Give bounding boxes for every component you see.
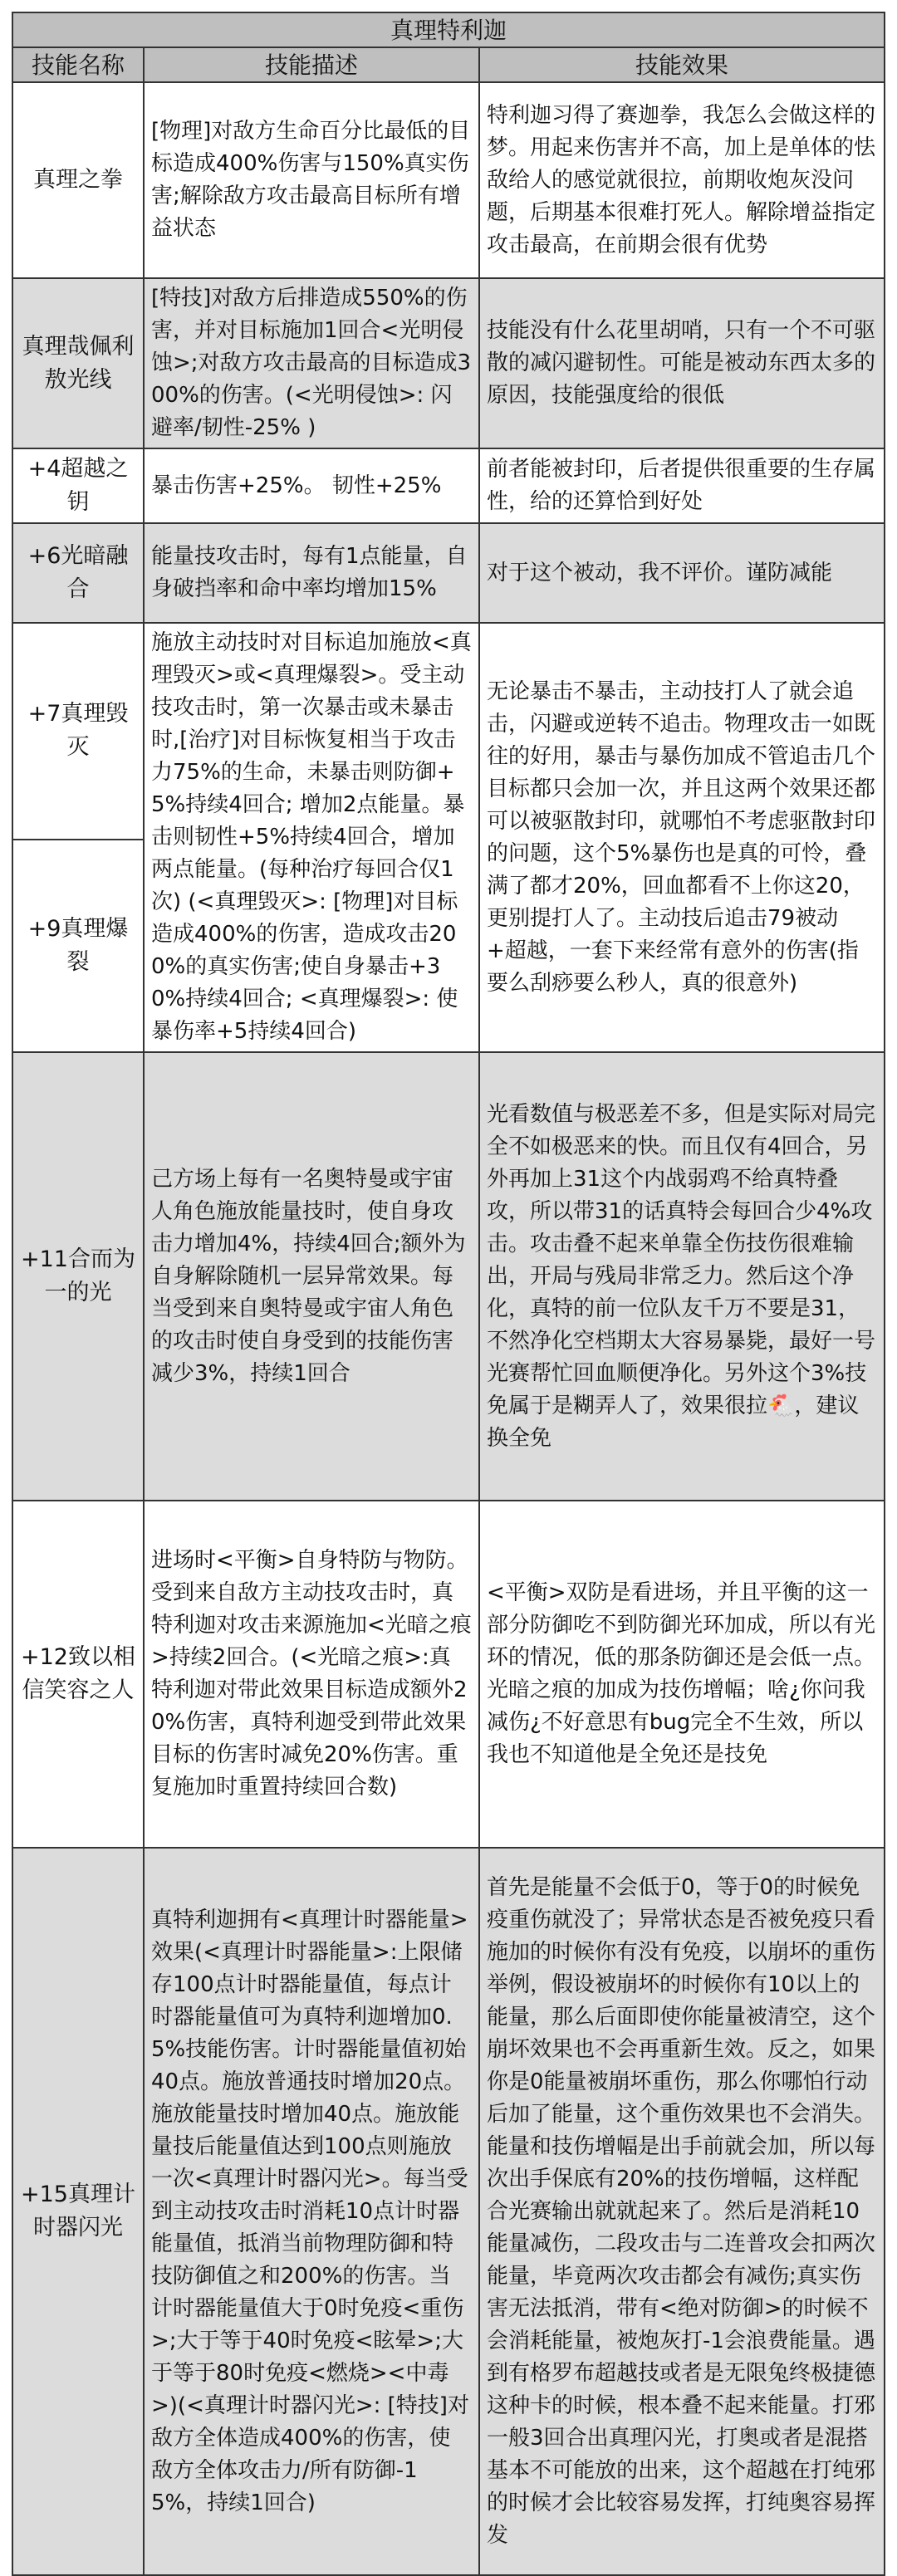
skill-name: 真理哉佩利敖光线 (12, 278, 144, 448)
table-row (12, 523, 885, 623)
table-row (12, 278, 885, 448)
skill-desc: [特技]对敌方后排造成550%的伤害，并对目标施加1回合<光明侵蚀>;对敌方攻击最高的目标造成300%的伤害。(<光明侵蚀>: 闪避率/韧性-25% ) (144, 278, 479, 448)
skill-effect: 无论暴击不暴击，主动技打人了就会追击，闪避或逆转不追击。物理攻击一如既往的好用，暴击与暴伤加成不管追击几个目标都只会加一次，并且这两个效果还都可以被驱散封印，就哪怕不考虑驱散封印的问题，这个5%暴伤也是真的可怜，叠满了都才20%，回血都看不上你这20，更别提打人了。主动技后追击79被动+超越，一套下来经常有意外的伤害(指要么刮痧要么秒人，真的很意外) (479, 623, 885, 1052)
skill-name-secondary: +9真理爆裂 (12, 840, 144, 1052)
skill-table-sheet (12, 12, 884, 2558)
skill-effect: 技能没有什么花里胡哨，只有一个不可驱散的减闪避韧性。可能是被动东西太多的原因，技能强度给的很低 (479, 278, 885, 448)
skill-name: +7真理毁灭 (12, 623, 144, 840)
table-row (12, 1848, 885, 2575)
skill-effect: 前者能被封印，后者提供很重要的生存属性，给的还算恰到好处 (479, 448, 885, 523)
header-skill-desc: 技能描述 (144, 47, 479, 82)
skill-desc: 施放主动技时对目标追加施放<真理毁灭>或<真理爆裂>。受主动技攻击时，第一次暴击或未暴击时,[治疗]对目标恢复相当于攻击力75%的生命，未暴击则防御+5%持续4回合; 增加2点能量。暴击则韧性+5%持续4回合，增加两点能量。(每种治疗每回合仅1次) (<真理毁灭>: [物理]对目标造成400%的伤害，造成攻击200%的真实伤害;使自身暴击+30%持续4回合; <真理爆裂>: 使暴伤率+5持续4回合) (144, 623, 479, 1052)
skill-effect: <平衡>双防是看进场，并且平衡的这一部分防御吃不到防御光环加成，所以有光环的情况，低的那条防御还是会低一点。光暗之痕的加成为技伤增幅；啥¿你问我减伤¿不好意思有bug完全不生效，所以我也不知道他是全免还是技免 (479, 1501, 885, 1848)
table-row (12, 1052, 885, 1501)
skill-desc: 能量技攻击时，每有1点能量，自身破挡率和命中率均增加15% (144, 523, 479, 623)
table-title-row (12, 12, 885, 47)
skill-table (12, 12, 885, 2576)
table-row (12, 82, 885, 278)
skill-name: +12致以相信笑容之人 (12, 1501, 144, 1848)
header-skill-effect: 技能效果 (479, 47, 885, 82)
skill-effect: 特利迦习得了赛迦拳，我怎么会做这样的梦。用起来伤害并不高，加上是单体的怯敌给人的感觉就很拉，前期收炮灰没问题，后期基本很难打死人。解除增益指定攻击最高，在前期会很有优势 (479, 82, 885, 278)
skill-effect: 首先是能量不会低于0，等于0的时候免疫重伤就没了；异常状态是否被免疫只看施加的时候你有没有免疫，以崩坏的重伤举例，假设被崩坏的时候你有10以上的能量，那么后面即使你能量被清空，这个崩坏效果也不会再重新生效。反之，如果你是0能量被崩坏重伤，那么你哪怕行动后加了能量，这个重伤效果也不会消失。能量和技伤增幅是出手前就会加，所以每次出手保底有20%的技伤增幅，这样配合光赛输出就就起来了。然后是消耗10能量减伤，二段攻击与二连普攻会扣两次能量，毕竟两次攻击都会有减伤;真实伤害无法抵消，带有<绝对防御>的时候不会消耗能量，被炮灰打-1会浪费能量。遇到有格罗布超越技或者是无限兔终极捷德这种卡的时候，根本叠不起来能量。打邪一般3回合出真理闪光，打奥或者是混搭基本不可能放的出来，这个超越在打纯邪的时候才会比较容易发挥，打纯奥容易挥发 (479, 1848, 885, 2575)
skill-name: 真理之拳 (12, 82, 144, 278)
skill-name: +6光暗融合 (12, 523, 144, 623)
table-row (12, 1501, 885, 1848)
skill-effect: 光看数值与极恶差不多，但是实际对局完全不如极恶来的快。而且仅有4回合，另外再加上31这个内战弱鸡不给真特叠攻，所以带31的话真特会每回合少4%攻击。攻击叠不起来单靠全伤技伤很难输出，开局与残局非常乏力。然后这个净化，真特的前一位队友千万不要是31，不然净化空档期太大容易暴毙，最好一号光赛帮忙回血顺便净化。另外这个3%技免属于是糊弄人了，效果很拉🐔，建议换全免 (479, 1052, 885, 1501)
skill-desc: 进场时<平衡>自身特防与物防。受到来自敌方主动技攻击时，真特利迦对攻击来源施加<光暗之痕>持续2回合。(<光暗之痕>:真特利迦对带此效果目标造成额外20%伤害，真特利迦受到带此效果目标的伤害时减免20%伤害。重复施加时重置持续回合数) (144, 1501, 479, 1848)
skill-desc: 己方场上每有一名奥特曼或宇宙人角色施放能量技时，使自身攻击力增加4%，持续4回合;额外为自身解除随机一层异常效果。每当受到来自奥特曼或宇宙人角色的攻击时使自身受到的技能伤害减少3%，持续1回合 (144, 1052, 479, 1501)
table-title: 真理特利迦 (12, 12, 885, 47)
table-row (12, 623, 885, 840)
table-row (12, 448, 885, 523)
skill-desc: 暴击伤害+25%。 韧性+25% (144, 448, 479, 523)
skill-desc: 真特利迦拥有<真理计时器能量>效果(<真理计时器能量>:上限储存100点计时器能量值，每点计时器能量值可为真特利迦增加0.5%技能伤害。计时器能量值初始40点。施放普通技时增加20点。施放能量技时增加40点。施放能量技后能量值达到100点则施放一次<真理计时器闪光>。每当受到主动技攻击时消耗10点计时器能量值，抵消当前物理防御和特技防御值之和200%的伤害。当计时器能量值大于0时免疫<重伤>;大于等于40时免疫<眩晕>;大于等于80时免疫<燃烧><中毒>)(<真理计时器闪光>: [特技]对敌方全体造成400%的伤害，使敌方全体攻击力/所有防御-15%，持续1回合) (144, 1848, 479, 2575)
skill-name: +15真理计时器闪光 (12, 1848, 144, 2575)
skill-name: +11合而为一的光 (12, 1052, 144, 1501)
table-header-row (12, 47, 885, 82)
skill-name: +4超越之钥 (12, 448, 144, 523)
skill-desc: [物理]对敌方生命百分比最低的目标造成400%伤害与150%真实伤害;解除敌方攻击最高目标所有增益状态 (144, 82, 479, 278)
skill-effect: 对于这个被动，我不评价。谨防减能 (479, 523, 885, 623)
header-skill-name: 技能名称 (12, 47, 144, 82)
